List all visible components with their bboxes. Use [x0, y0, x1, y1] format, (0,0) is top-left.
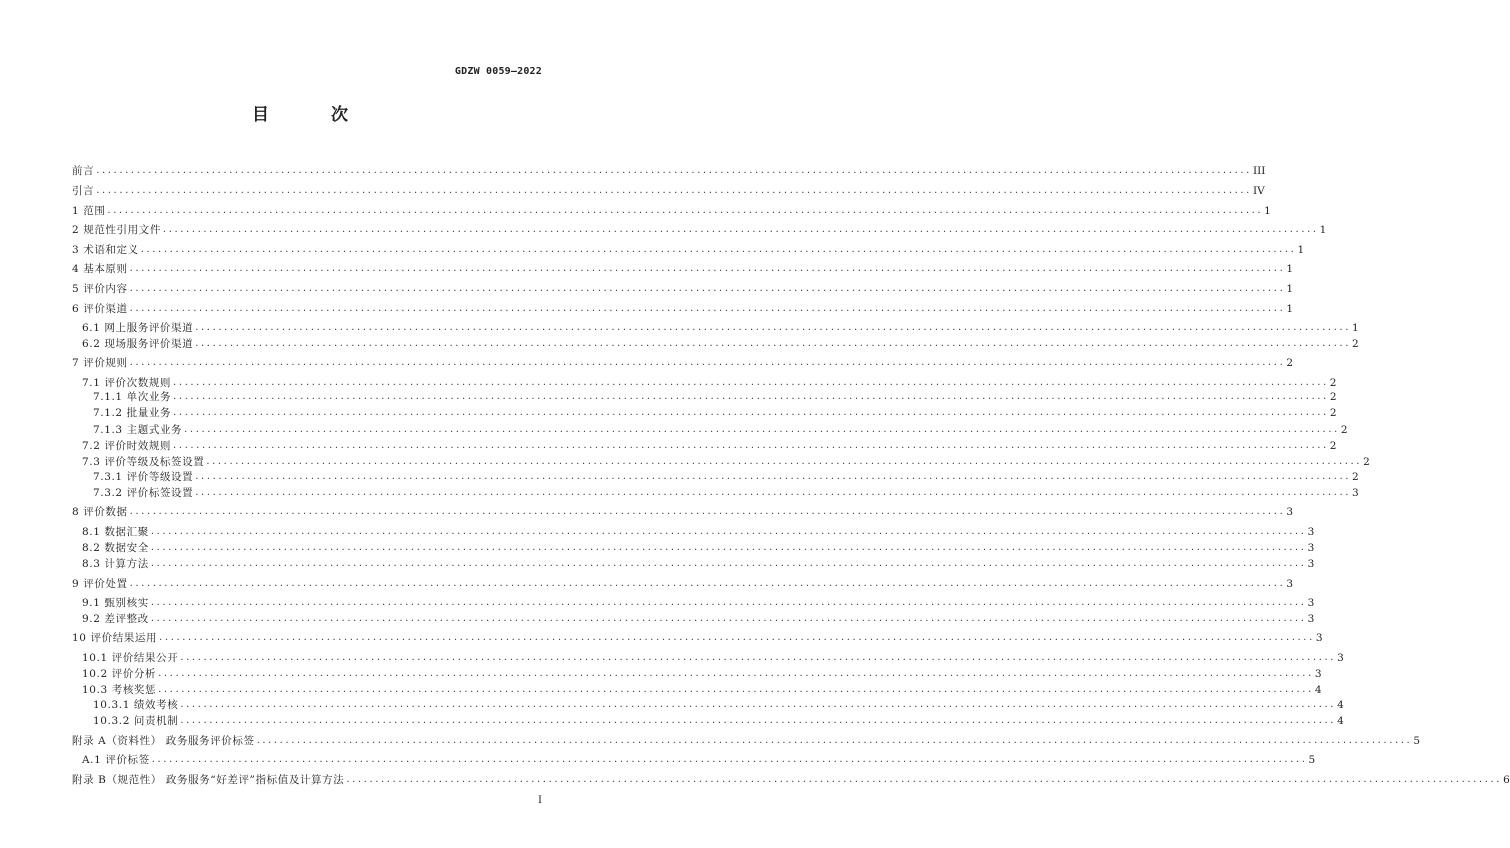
toc-entry[interactable] [93, 390, 1337, 404]
toc-entry[interactable] [82, 376, 1337, 390]
toc-entry-page: 2 [1286, 357, 1294, 369]
toc-entry-page: 1 [1352, 322, 1359, 334]
toc-entry[interactable] [72, 262, 1294, 276]
dot-leader: ........................................................................................................................................................................................................ [162, 224, 1319, 235]
toc-entry[interactable] [72, 204, 1271, 218]
toc-entry[interactable] [93, 406, 1337, 420]
toc-entry[interactable] [82, 753, 1316, 767]
dot-leader: ........................................................................................................................................................................................................ [195, 322, 1351, 333]
toc-entry-page: 1 [1319, 224, 1327, 236]
dot-leader: ........................................................................................................................................................................................................ [107, 205, 1264, 216]
dot-leader: ........................................................................................................................................................................................................ [129, 283, 1286, 294]
dot-leader: ........................................................................................................................................................................................................ [346, 774, 1503, 785]
toc-entry-page: 1 [1264, 205, 1271, 217]
toc-entry-label: 8 评价数据 [72, 506, 128, 518]
toc-entry-label: 10 评价结果运用 [72, 632, 158, 644]
dot-leader: ........................................................................................................................................................................................................ [195, 487, 1352, 498]
page-title: 目 次 [252, 105, 376, 125]
toc-entry[interactable] [82, 557, 1315, 571]
toc-entry-page: 3 [1352, 487, 1359, 499]
toc-entry-page: 2 [1352, 338, 1359, 350]
dot-leader: ........................................................................................................................................................................................................ [150, 526, 1307, 537]
document-code: GDZW 0059—2022 [454, 66, 542, 77]
dot-leader: ........................................................................................................................................................................................................ [158, 684, 1314, 695]
toc-entry-page: 5 [1308, 754, 1316, 766]
toc-entry[interactable] [72, 505, 1294, 519]
toc-entry-page: 3 [1286, 506, 1294, 518]
toc-entry-page: 2 [1352, 471, 1359, 483]
dot-leader: ........................................................................................................................................................................................................ [150, 597, 1307, 608]
toc-entry[interactable] [82, 651, 1344, 665]
toc-entry[interactable] [82, 596, 1315, 610]
dot-leader: ........................................................................................................................................................................................................ [180, 699, 1337, 710]
dot-leader: ........................................................................................................................................................................................................ [195, 338, 1351, 349]
toc-entry-label: 2 规范性引用文件 [72, 224, 161, 236]
toc-entry[interactable] [93, 423, 1348, 437]
toc-entry[interactable] [93, 698, 1344, 712]
toc-entry[interactable] [72, 773, 1510, 787]
toc-entry[interactable] [82, 455, 1370, 469]
toc-entry-label: 前言 [72, 165, 95, 177]
toc-entry[interactable] [72, 302, 1294, 316]
dot-leader: ........................................................................................................................................................................................................ [96, 185, 1252, 196]
toc-entry-label: 7.1.3 主题式业务 [93, 424, 183, 436]
toc-entry-label: 引言 [72, 185, 95, 197]
toc-entry-label: 8.3 计算方法 [82, 558, 149, 570]
toc-entry[interactable] [72, 282, 1294, 296]
dot-leader: ........................................................................................................................................................................................................ [173, 440, 1329, 451]
toc-entry-page: 3 [1307, 542, 1315, 554]
dot-leader: ........................................................................................................................................................................................................ [195, 471, 1352, 482]
dot-leader: ........................................................................................................................................................................................................ [129, 263, 1286, 274]
toc-entry-label: 9 评价处置 [72, 578, 128, 590]
toc-entry-page: 4 [1337, 699, 1344, 711]
dot-leader: ........................................................................................................................................................................................................ [129, 578, 1286, 589]
dot-leader: ........................................................................................................................................................................................................ [180, 715, 1337, 726]
toc-entry-label: 10.3 考核奖惩 [82, 684, 157, 696]
dot-leader: ........................................................................................................................................................................................................ [158, 668, 1314, 679]
toc-entry-page: 3 [1337, 652, 1344, 664]
toc-entry-label: 7.1.2 批量业务 [93, 407, 172, 419]
toc-entry-label: 1 范围 [72, 205, 106, 217]
toc-entry-label: 8.1 数据汇聚 [82, 526, 149, 538]
toc-entry-label: 6.1 网上服务评价渠道 [82, 322, 194, 334]
dot-leader: ........................................................................................................................................................................................................ [206, 456, 1363, 467]
dot-leader: ........................................................................................................................................................................................................ [151, 754, 1308, 765]
toc-entry[interactable] [72, 631, 1323, 645]
toc-entry-label: 6.2 现场服务评价渠道 [82, 338, 194, 350]
toc-entry-page: 1 [1297, 244, 1305, 256]
toc-entry[interactable] [72, 577, 1294, 591]
toc-entry-page: 3 [1307, 558, 1315, 570]
toc-entry[interactable] [93, 714, 1344, 728]
toc-entry[interactable] [72, 356, 1294, 370]
toc-entry-page: III [1252, 165, 1266, 177]
toc-entry[interactable] [82, 612, 1315, 626]
toc-entry-page: 3 [1315, 632, 1323, 644]
toc-entry[interactable] [93, 470, 1359, 484]
toc-entry-page: 2 [1363, 456, 1370, 468]
dot-leader: ........................................................................................................................................................................................................ [256, 735, 1413, 746]
dot-leader: ........................................................................................................................................................................................................ [129, 506, 1286, 517]
toc-entry-label: 10.3.2 问责机制 [93, 715, 179, 727]
dot-leader: ........................................................................................................................................................................................................ [173, 391, 1329, 402]
toc-entry-label: 7.1 评价次数规则 [82, 377, 172, 389]
dot-leader: ........................................................................................................................................................................................................ [184, 424, 1340, 435]
dot-leader: ........................................................................................................................................................................................................ [173, 377, 1329, 388]
toc-entry[interactable] [82, 667, 1322, 681]
toc-entry-page: 2 [1329, 407, 1337, 419]
dot-leader: ........................................................................................................................................................................................................ [173, 407, 1329, 418]
dot-leader: ........................................................................................................................................................................................................ [150, 542, 1307, 553]
toc-entry-page: 6 [1503, 774, 1510, 786]
toc-entry-page: 3 [1307, 613, 1315, 625]
toc-entry-label: 10.2 评价分析 [82, 668, 157, 680]
toc-entry[interactable] [82, 337, 1359, 351]
toc-entry-page: IV [1252, 185, 1265, 197]
toc-entry[interactable] [82, 525, 1315, 539]
toc-entry-label: 附录 A（资料性） 政务服务评价标签 [72, 735, 255, 747]
toc-entry-page: 5 [1413, 735, 1420, 747]
toc-entry-label: 7.3 评价等级及标签设置 [82, 456, 205, 468]
toc-entry[interactable] [72, 734, 1420, 748]
toc-entry-label: 8.2 数据安全 [82, 542, 149, 554]
toc-entry[interactable] [72, 223, 1327, 237]
toc-entry[interactable] [82, 541, 1315, 555]
toc-entry-label: 6 评价渠道 [72, 303, 128, 315]
toc-entry-page: 1 [1286, 303, 1294, 315]
toc-entry[interactable] [72, 164, 1266, 178]
toc-entry-page: 3 [1307, 526, 1315, 538]
toc-entry-label: 7.3.2 评价标签设置 [93, 487, 194, 499]
dot-leader: ........................................................................................................................................................................................................ [150, 613, 1307, 624]
toc-entry-page: 1 [1286, 283, 1294, 295]
toc-entry-page: 4 [1337, 715, 1344, 727]
toc-entry-label: A.1 评价标签 [82, 754, 150, 766]
toc-entry[interactable] [82, 683, 1322, 697]
toc-entry-label: 9.2 差评整改 [82, 613, 149, 625]
toc-entry[interactable] [93, 486, 1359, 500]
toc-entry[interactable] [72, 243, 1305, 257]
toc-entry-label: 3 术语和定义 [72, 244, 139, 256]
toc-entry-label: 7.1.1 单次业务 [93, 391, 172, 403]
toc-entry-page: 3 [1307, 597, 1315, 609]
toc-entry-page: 4 [1314, 684, 1322, 696]
toc-entry-label: 附录 B（规范性） 政务服务“好差评”指标值及计算方法 [72, 774, 345, 786]
toc-entry-label: 10.1 评价结果公开 [82, 652, 179, 664]
toc-entry[interactable] [72, 184, 1265, 198]
toc-entry[interactable] [82, 439, 1337, 453]
toc-entry-label: 7.2 评价时效规则 [82, 440, 172, 452]
toc-entry-page: 2 [1329, 391, 1337, 403]
toc-entry-label: 7 评价规则 [72, 357, 128, 369]
toc-entry-label: 5 评价内容 [72, 283, 128, 295]
toc-entry-page: 3 [1314, 668, 1322, 680]
toc-entry-label: 10.3.1 绩效考核 [93, 699, 179, 711]
toc-entry-label: 9.1 甄别核实 [82, 597, 149, 609]
dot-leader: ........................................................................................................................................................................................................ [96, 165, 1252, 176]
dot-leader: ........................................................................................................................................................................................................ [150, 558, 1307, 569]
toc-entry[interactable] [82, 321, 1359, 335]
toc-entry-label: 4 基本原则 [72, 263, 128, 275]
toc-entry-label: 7.3.1 评价等级设置 [93, 471, 194, 483]
toc-entry-page: 2 [1340, 424, 1348, 436]
dot-leader: ........................................................................................................................................................................................................ [140, 244, 1297, 255]
toc-entry-page: 2 [1329, 377, 1337, 389]
dot-leader: ........................................................................................................................................................................................................ [129, 303, 1286, 314]
toc-entry-page: 3 [1286, 578, 1294, 590]
dot-leader: ........................................................................................................................................................................................................ [129, 357, 1286, 368]
dot-leader: ........................................................................................................................................................................................................ [159, 632, 1315, 643]
dot-leader: ........................................................................................................................................................................................................ [180, 652, 1337, 663]
toc-entry-page: 2 [1329, 440, 1337, 452]
page-number: I [538, 795, 542, 806]
toc-entry-page: 1 [1286, 263, 1294, 275]
